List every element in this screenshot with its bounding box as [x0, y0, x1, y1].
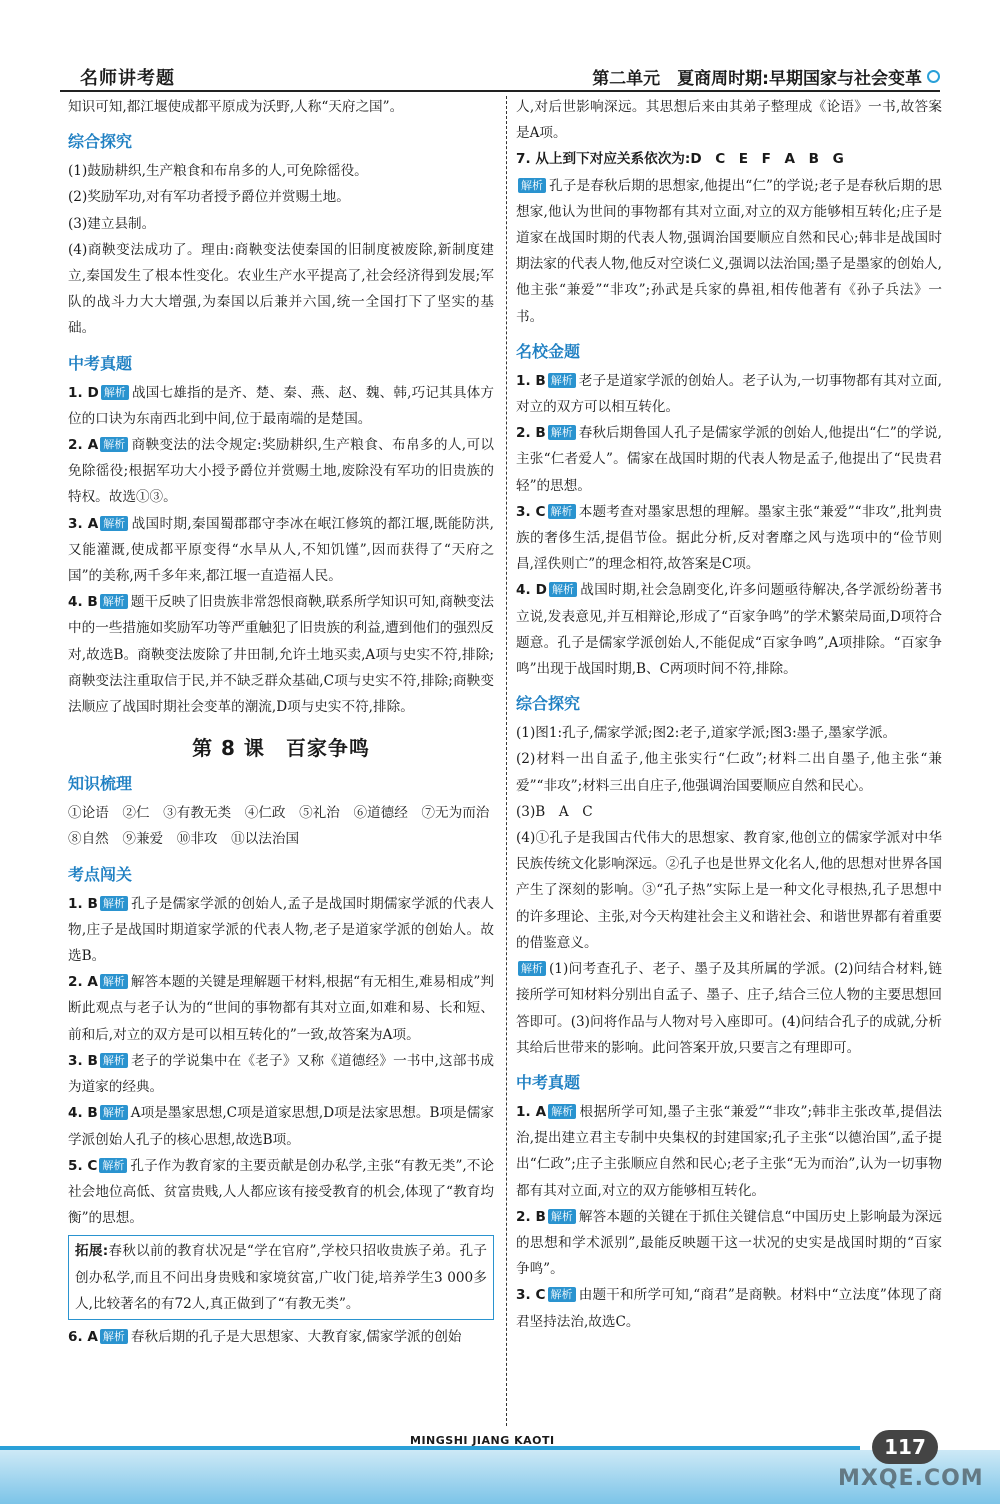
analysis-tag: 解析	[100, 437, 128, 452]
analysis-tag: 解析	[100, 516, 128, 531]
answer-item	[516, 499, 942, 578]
answer-item	[68, 589, 494, 720]
lesson-title: 第 8 课 百家争鸣	[192, 736, 370, 761]
analysis-paragraph	[516, 956, 942, 1061]
answer-item	[516, 173, 942, 330]
answer-item	[516, 1099, 942, 1204]
answer-item	[68, 1100, 494, 1152]
answer-text: 战国七雄指的是齐、楚、秦、燕、赵、魏、韩,巧记其具体方位的口诀为东南西北到中间,位于最南端的是楚国。	[68, 384, 494, 427]
extension-body: 春秋以前的教育状况是“学在官府”,学校只招收贵族子弟。孔子创办私学,而且不问出身贵贱和家境贫富,广收门徒,培养学生3 000多人,比较著名的有72人,真正做到了“有教无类”。	[75, 1243, 488, 1312]
answer-number: 2. A	[68, 437, 99, 454]
book-title: 名师讲考题	[80, 68, 175, 89]
answer-line: ⑧自然 ⑨兼爱 ⑩非攻 ⑪以法治国	[68, 831, 300, 848]
answer-text: 解答本题的关键是理解题干材料,根据“有无相生,难易相成”判断此观点与老子认为的“世间的事物都有其对立面,如难和易、长和短、前和后,对立的双方是可以相互转化的”一致,故答案为A项。	[68, 974, 494, 1043]
answer-text: 商鞅变法的法令规定:奖励耕织,生产粮食、布帛多的人,可以免除徭役;根据军功大小授予爵位并赏赐土地,废除没有军功的旧贵族的特权。故选①③。	[68, 437, 494, 506]
answer-number: 4. B	[68, 594, 98, 611]
analysis-tag: 解析	[549, 582, 577, 597]
answer-line: (3)建立县制。	[68, 215, 156, 232]
answer-number: 3. B	[68, 1052, 98, 1069]
answer-number: 3. C	[516, 503, 546, 520]
section-title: 名校金题	[516, 341, 581, 361]
answer-text: 孔子是春秋后期的思想家,他提出“仁”的学说;老子是春秋后期的思想家,他认为世间的事物都有其对立面,对立的双方能够相互转化;庄子是道家在战国时期的代表人物,强调治国要顺应自然和民心;韩非是战国时期法家的代表人物,他反对空谈仁义,强调以法治国;墨子是墨家的创始人,他主张“兼爱”“非攻”;孙武是兵家的鼻祖,相传他著有《孙子兵法》一书。	[516, 177, 942, 325]
page-footer	[0, 1430, 1000, 1504]
answer-text: 题干反映了旧贵族非常怨恨商鞅,联系所学知识可知,商鞅变法中的一些措施如奖励军功等严重触犯了旧贵族的利益,遭到他们的强烈反对,故选B。商鞅变法废除了井田制,允许土地买卖,A项与史实不符,排除;商鞅变法注重取信于民,并不缺乏群众基础,C项与史实不符,排除;商鞅变法顺应了战国时期社会变革的潮流,D项与史实不符,排除。	[68, 594, 495, 716]
answer-item	[68, 891, 494, 970]
answer-text: 老子的学说集中在《老子》又称《道德经》一书中,这部书成为道家的经典。	[68, 1052, 494, 1096]
analysis-tag: 解析	[100, 1105, 128, 1120]
answer-number: 3. A	[68, 515, 99, 532]
analysis-tag: 解析	[548, 1209, 576, 1224]
answer-line: (3)B A C	[516, 803, 593, 820]
answer-text: 由题干和所学可知,“商君”是商鞅。材料中“立法度”体现了商君坚持法治,故选C。	[516, 1287, 942, 1330]
answer-text: A项是墨家思想,C项是道家思想,D项是法家思想。B项是儒家学派创始人孔子的核心思想,故选B项。	[68, 1105, 494, 1148]
section-title: 知识梳理	[68, 774, 133, 794]
unit-title: 第二单元 夏商周时期:早期国家与社会变革	[592, 69, 922, 89]
analysis-tag: 解析	[99, 1158, 127, 1173]
answer-item	[516, 577, 942, 682]
answer-number: 6. A	[68, 1328, 98, 1345]
analysis-tag: 解析	[100, 1329, 128, 1344]
left-column	[68, 94, 494, 1350]
answer-item	[516, 1282, 942, 1334]
answer-line: (4)①孔子是我国古代伟大的思想家、教育家,他创立的儒家学派对中华民族传统文化影响深远。②孔子也是世界文化名人,他的思想对世界各国产生了深刻的影响。③“孔子热”实际上是一种文化寻根热,孔子思想中的许多理论、主张,对今天构建社会主义和谐社会、和谐世界都有着重要的借鉴意义。	[516, 830, 942, 951]
answer-item	[516, 368, 942, 420]
analysis-text: (1)问考查孔子、老子、墨子及其所属的学派。(2)问结合材料,链接所学可知材料分别出自孟子、墨子、庄子,结合三位人物的主要思想回答即可。(3)问将作品与人物对号入座即可。(4)问结合孔子的成就,分析其给后世带来的影响。此问答案开放,只要言之有理即可。	[516, 961, 942, 1056]
answer-item	[68, 1153, 494, 1232]
answer-number: 1. A	[516, 1103, 547, 1120]
right-column	[516, 94, 942, 1335]
answer-item	[68, 1324, 494, 1350]
extension-box	[68, 1235, 494, 1320]
answer-text: 战国时期,社会急剧变化,许多问题亟待解决,各学派纷纷著书立说,发表意见,并互相辩论,形成了“百家争鸣”的学术繁荣局面,D项符合题意。孔子是儒家学派创始人,不能促成“百家争鸣”,A项排除。“百家争鸣”出现于战国时期,B、C两项时间不符,排除。	[516, 582, 942, 678]
answer-line: ①论语 ②仁 ③有教无类 ④仁政 ⑤礼治 ⑥道德经 ⑦无为而治	[68, 805, 490, 822]
answer-item	[68, 511, 494, 590]
footer-text: MINGSHI JIANG KAOTI	[410, 1434, 555, 1447]
answer-item	[68, 1048, 494, 1100]
analysis-tag: 解析	[548, 1104, 576, 1119]
analysis-tag: 解析	[100, 594, 128, 609]
answer-line: (1)图1:孔子,儒家学派;图2:老子,道家学派;图3:墨子,墨家学派。	[516, 725, 897, 742]
answer-number: 2. A	[68, 974, 98, 991]
answer-text: 孔子作为教育家的主要贡献是创办私学,主张“有教无类”,不论社会地位高低、贫富贵贱,人人都应该有接受教育的机会,体现了“教育均衡”的思想。	[68, 1157, 494, 1227]
answer-line: (4)商鞅变法成功了。理由:商鞅变法使秦国的旧制度被废除,新制度建立,秦国发生了根本性变化。农业生产水平提高了,社会经济得到发展;军队的战斗力大大增强,为秦国以后兼并六国,统一全国打下了坚实的基础。	[68, 241, 494, 337]
answer-text: 根据所学可知,墨子主张“兼爱”“非攻”;韩非主张改革,提倡法治,提出建立君主专制中央集权的封建国家;孔子主张“以德治国”,孟子提出“仁政”;庄子主张顺应自然和民心;老子主张“无为而治”,认为一切事物都有其对立面,对立的双方能够相互转化。	[516, 1103, 942, 1199]
answer-number: 5. C	[68, 1157, 98, 1174]
analysis-tag: 解析	[548, 425, 576, 440]
answer-item	[516, 1204, 942, 1283]
answer-number: 1. D	[68, 384, 99, 401]
section-title: 中考真题	[68, 353, 133, 373]
answer-item	[68, 432, 494, 511]
answer-number: 3. C	[516, 1287, 546, 1304]
answer-text: 解答本题的关键在于抓住关键信息“中国历史上影响最为深远的思想和学术派别”,最能反映题干这一状况的史实是战国时期的“百家争鸣”。	[516, 1208, 943, 1278]
watermark: MXQE.COM	[838, 1466, 984, 1491]
intro-text: 知识可知,都江堰使成都平原成为沃野,人称“天府之国”。	[68, 99, 404, 115]
column-divider	[506, 96, 507, 1426]
section-title: 综合探究	[516, 694, 581, 714]
answer-number: 4. B	[68, 1105, 98, 1122]
section-title: 综合探究	[68, 132, 133, 152]
analysis-tag: 解析	[518, 961, 546, 976]
answer-item	[68, 380, 494, 432]
section-title: 考点闯关	[68, 864, 133, 884]
answer-line: (1)鼓励耕织,生产粮食和布帛多的人,可免除徭役。	[68, 163, 368, 180]
answer-text: 孔子是儒家学派的创始人,孟子是战国时期儒家学派的代表人物,庄子是战国时期道家学派的代表人物,老子是道家学派的创始人。故选B。	[68, 895, 494, 965]
analysis-tag: 解析	[548, 1287, 576, 1302]
answer-number: 1. B	[68, 895, 98, 912]
page-header	[60, 62, 940, 92]
analysis-tag: 解析	[100, 896, 128, 911]
section-title: 中考真题	[516, 1072, 581, 1092]
analysis-tag: 解析	[548, 373, 576, 388]
answer-number: 4. D	[516, 582, 547, 599]
answer-text: 春秋后期的孔子是大思想家、大教育家,儒家学派的创始	[130, 1328, 462, 1345]
answer-number: 2. B	[516, 425, 546, 442]
continued-text: 人,对后世影响深远。其思想后来由其弟子整理成《论语》一书,故答案是A项。	[516, 99, 942, 142]
answer-text: 本题考查对墨家思想的理解。墨家主张“兼爱”“非攻”,批判贵族的奢侈生活,提倡节俭。据此分析,反对奢靡之风与选项中的“俭节则昌,淫佚则亡”的理念相符,故答案是C项。	[516, 503, 942, 573]
page-number: 117	[872, 1430, 938, 1464]
answer-text: 老子是道家学派的创始人。老子认为,一切事物都有其对立面,对立的双方可以相互转化。	[516, 372, 943, 416]
answer-number: 1. B	[516, 372, 546, 389]
header-dot-icon	[927, 70, 940, 83]
analysis-tag: 解析	[518, 178, 546, 193]
answer-number: 2. B	[516, 1208, 546, 1225]
answer-line: (2)奖励军功,对有军功者授予爵位并赏赐土地。	[68, 189, 350, 206]
answer-heading: 7. 从上到下对应关系依次为:D C E F A B G	[516, 151, 844, 168]
answer-text: 春秋后期鲁国人孔子是儒家学派的创始人,他提出“仁”的学说,主张“仁者爱人”。儒家在战国时期的代表人物是孟子,他提出了“民贵君轻”的思想。	[516, 425, 942, 494]
answer-item	[68, 969, 494, 1048]
answer-text: 战国时期,秦国蜀郡郡守李冰在岷江修筑的都江堰,既能防洪,又能灌溉,使成都平原变得“水旱从人,不知饥馑”,因而获得了“天府之国”的美称,两千多年来,都江堰一直造福人民。	[68, 515, 494, 585]
analysis-tag: 解析	[100, 974, 128, 989]
analysis-tag: 解析	[100, 1053, 128, 1068]
analysis-tag: 解析	[101, 385, 129, 400]
analysis-tag: 解析	[548, 504, 576, 519]
answer-item	[516, 420, 942, 499]
answer-line: (2)材料一出自孟子,他主张实行“仁政”;材料二出自墨子,他主张“兼爱”“非攻”;材料三出自庄子,他强调治国要顺应自然和民心。	[516, 751, 942, 794]
extension-text	[75, 1238, 487, 1317]
extension-label: 拓展:	[75, 1243, 109, 1260]
